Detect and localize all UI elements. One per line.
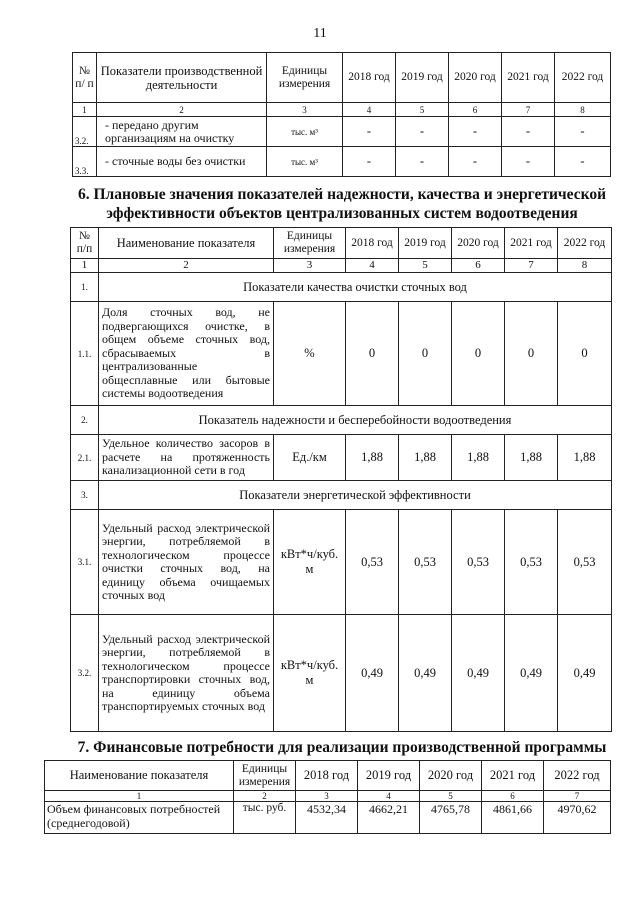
row-number: 3.2. <box>73 117 97 147</box>
table2-header: 2020 год <box>452 228 505 259</box>
table-indicators <box>70 227 612 732</box>
table1-header: 2021 год <box>502 53 555 103</box>
table-row <box>73 147 611 177</box>
table3-header: 2019 год <box>358 761 420 791</box>
table2-header: Единицы измерения <box>274 228 346 259</box>
value-cell: 1,88 <box>346 435 399 481</box>
row-unit: тыс. руб. <box>234 802 296 834</box>
value-cell: - <box>396 147 449 177</box>
value-cell: - <box>555 117 611 147</box>
table3-header: 2022 год <box>544 761 611 791</box>
group-number: 3. <box>71 481 99 510</box>
value-cell: 0 <box>399 302 452 406</box>
value-cell: 0,53 <box>505 510 558 615</box>
table-production-continuation <box>72 52 611 177</box>
table3-header: 2020 год <box>420 761 482 791</box>
row-name: Объем финансовых потребностей (среднегодовой) <box>45 802 234 834</box>
row-unit: кВт*ч/куб. м <box>274 510 346 615</box>
table3-header: 2021 год <box>482 761 544 791</box>
value-cell: 1,88 <box>558 435 612 481</box>
row-unit: тыс. м³ <box>267 147 343 177</box>
col-num: 3 <box>274 259 346 273</box>
group-number: 2. <box>71 406 99 435</box>
value-cell: - <box>343 147 396 177</box>
col-num: 2 <box>97 103 267 117</box>
row-number: 1.1. <box>71 302 99 406</box>
table2-colnum-row <box>71 259 612 273</box>
table1-header: 2022 год <box>555 53 611 103</box>
table2-header: 2021 год <box>505 228 558 259</box>
table2-header: № п/п <box>71 228 99 259</box>
col-num: 5 <box>396 103 449 117</box>
table-row <box>71 302 612 406</box>
col-num: 4 <box>358 791 420 802</box>
table1-header-row <box>73 53 611 103</box>
row-name: - передано другим организациям на очистку <box>97 117 267 147</box>
value-cell: 1,88 <box>452 435 505 481</box>
table3-header: Единицы измерения <box>234 761 296 791</box>
value-cell: 0 <box>452 302 505 406</box>
value-cell: 4532,34 <box>296 802 358 834</box>
col-num: 3 <box>296 791 358 802</box>
col-num: 5 <box>420 791 482 802</box>
value-cell: 0 <box>346 302 399 406</box>
value-cell: 0,49 <box>346 615 399 732</box>
row-number: 2.1. <box>71 435 99 481</box>
group-title: Показатели энергетической эффективности <box>99 481 612 510</box>
col-num: 2 <box>234 791 296 802</box>
group-number: 1. <box>71 273 99 302</box>
value-cell: 0,49 <box>452 615 505 732</box>
col-num: 1 <box>45 791 234 802</box>
row-number: 3.1. <box>71 510 99 615</box>
value-cell: 1,88 <box>505 435 558 481</box>
table2-header-row <box>71 228 612 259</box>
row-name: Удельный расход электрической энергии, потребляемой в технологическом процессе транспортировки сточных вод, на единицу объема транспортируемых сточных вод <box>99 615 274 732</box>
row-unit: % <box>274 302 346 406</box>
value-cell: 0 <box>558 302 612 406</box>
col-num: 4 <box>343 103 396 117</box>
group-title: Показатель надежности и бесперебойности водоотведения <box>99 406 612 435</box>
value-cell: - <box>502 117 555 147</box>
value-cell: 4662,21 <box>358 802 420 834</box>
value-cell: - <box>343 117 396 147</box>
row-unit: Ед./км <box>274 435 346 481</box>
col-num: 6 <box>482 791 544 802</box>
group-row <box>71 481 612 510</box>
row-name: Доля сточных вод, не подвергающихся очистке, в общем объеме сточных вод, сбрасываемых в централизованные общесплавные или бытовые системы водоотведения <box>99 302 274 406</box>
section7-title: 7. Финансовые потребности для реализации производственной программы <box>77 739 607 756</box>
table1-header: 2018 год <box>343 53 396 103</box>
col-num: 8 <box>555 103 611 117</box>
group-title: Показатели качества очистки сточных вод <box>99 273 612 302</box>
table1-header: № п/ п <box>73 53 97 103</box>
table-financial <box>44 760 611 834</box>
col-num: 7 <box>505 259 558 273</box>
value-cell: 4861,66 <box>482 802 544 834</box>
col-num: 3 <box>267 103 343 117</box>
page-number: 11 <box>313 26 327 41</box>
col-num: 1 <box>71 259 99 273</box>
table1-header: Показатели производственной деятельности <box>97 53 267 103</box>
table2-header: Наименование показателя <box>99 228 274 259</box>
value-cell: - <box>449 147 502 177</box>
value-cell: 0,53 <box>399 510 452 615</box>
table3-header: 2018 год <box>296 761 358 791</box>
table1-header: 2020 год <box>449 53 502 103</box>
table-row <box>71 510 612 615</box>
col-num: 1 <box>73 103 97 117</box>
group-row <box>71 406 612 435</box>
table3-colnum-row <box>45 791 611 802</box>
table2-header: 2022 год <box>558 228 612 259</box>
row-name: Удельный расход электрической энергии, потребляемой в технологическом процессе очистки сточных вод, на единицу объема очищаемых сточных вод <box>99 510 274 615</box>
col-num: 5 <box>399 259 452 273</box>
col-num: 4 <box>346 259 399 273</box>
table2-header: 2019 год <box>399 228 452 259</box>
row-name: Удельное количество засоров в расчете на протяженность канализационной сети в год <box>99 435 274 481</box>
value-cell: 1,88 <box>399 435 452 481</box>
table3-header: Наименование показателя <box>45 761 234 791</box>
row-unit: тыс. м³ <box>267 117 343 147</box>
section6-title: 6. Плановые значения показателей надежности, качества и энергетической эффективности объектов централизованных систем водоотведения <box>77 186 607 222</box>
table1-header: Единицы измерения <box>267 53 343 103</box>
value-cell: 0,53 <box>346 510 399 615</box>
value-cell: 4970,62 <box>544 802 611 834</box>
group-row <box>71 273 612 302</box>
value-cell: 0,49 <box>558 615 612 732</box>
row-number: 3.2. <box>71 615 99 732</box>
value-cell: - <box>396 117 449 147</box>
row-name: - сточные воды без очистки <box>97 147 267 177</box>
col-num: 8 <box>558 259 612 273</box>
table1-header: 2019 год <box>396 53 449 103</box>
col-num: 6 <box>449 103 502 117</box>
col-num: 7 <box>544 791 611 802</box>
value-cell: 0,49 <box>505 615 558 732</box>
table-row <box>45 802 611 834</box>
table-row <box>73 117 611 147</box>
table3-header-row <box>45 761 611 791</box>
col-num: 6 <box>452 259 505 273</box>
value-cell: 0 <box>505 302 558 406</box>
col-num: 7 <box>502 103 555 117</box>
row-unit: кВт*ч/куб. м <box>274 615 346 732</box>
value-cell: - <box>555 147 611 177</box>
col-num: 2 <box>99 259 274 273</box>
value-cell: 0,53 <box>452 510 505 615</box>
value-cell: - <box>449 117 502 147</box>
table-row <box>71 435 612 481</box>
table1-colnum-row <box>73 103 611 117</box>
value-cell: 0,49 <box>399 615 452 732</box>
value-cell: 4765,78 <box>420 802 482 834</box>
table-row <box>71 615 612 732</box>
value-cell: - <box>502 147 555 177</box>
value-cell: 0,53 <box>558 510 612 615</box>
table2-header: 2018 год <box>346 228 399 259</box>
row-number: 3.3. <box>73 147 97 177</box>
